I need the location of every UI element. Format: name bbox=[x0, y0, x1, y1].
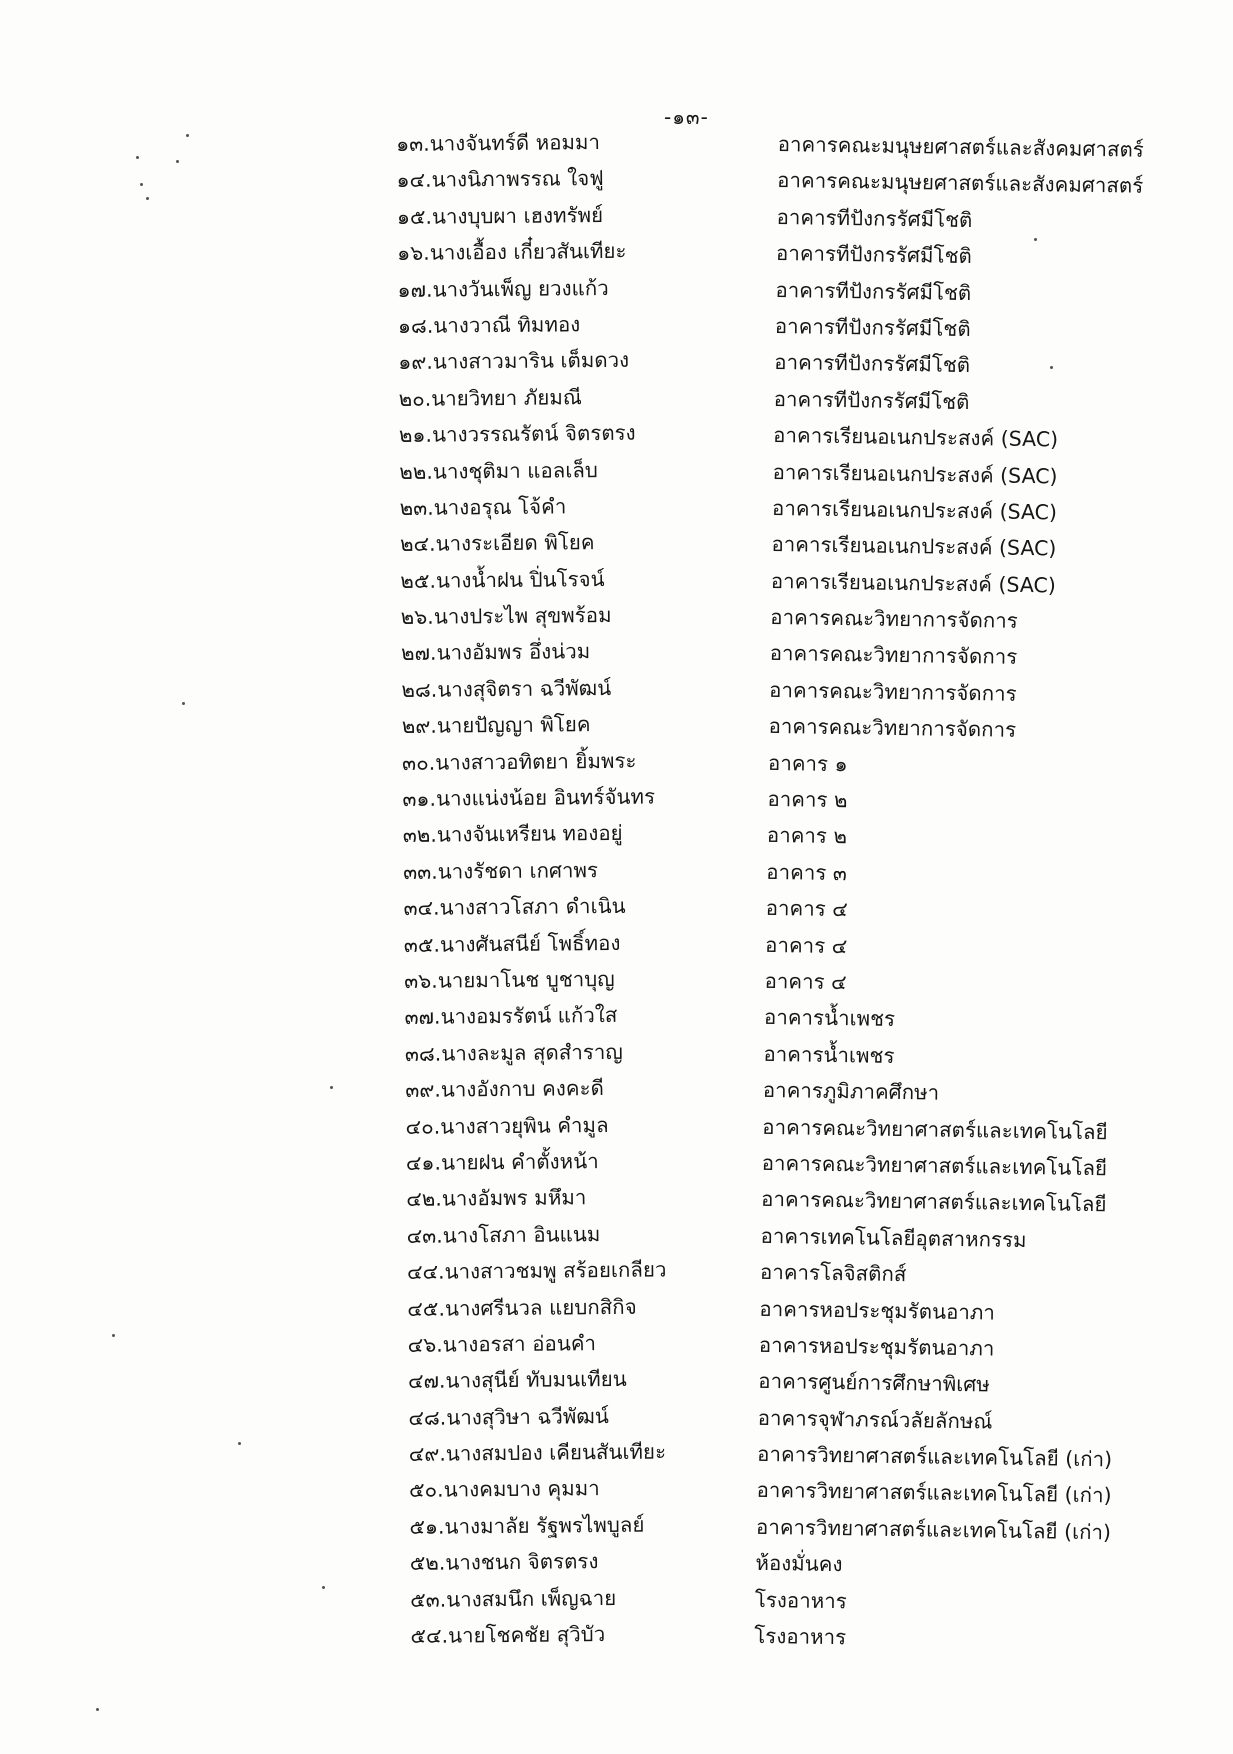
building-name: อาคารทีปังกรรัศมีโชติ bbox=[776, 204, 973, 232]
building-name: อาคารทีปังกรรัศมีโชติ bbox=[774, 313, 971, 342]
staff-name: ๒๙.นายปัญญา พิโยค bbox=[401, 712, 591, 739]
building-name: อาคารเรียนอเนกประสงค์ (SAC) bbox=[771, 495, 1058, 525]
building-name: อาคารวิทยาศาสตร์และเทคโนโลยี (เก่า) bbox=[756, 1478, 1112, 1508]
staff-name: ๔๑.นายฝน คำตั้งหน้า bbox=[405, 1149, 599, 1175]
scan-speck bbox=[140, 183, 143, 186]
scan-speck bbox=[186, 134, 189, 137]
building-name: อาคารเรียนอเนกประสงค์ (SAC) bbox=[772, 459, 1058, 488]
building-name: อาคารเรียนอเนกประสงค์ (SAC) bbox=[772, 423, 1059, 452]
building-name: อาคารวิทยาศาสตร์และเทคโนโลยี (เก่า) bbox=[756, 1441, 1113, 1472]
building-name: อาคาร ๓ bbox=[766, 859, 848, 885]
building-name: อาคารคณะวิทยาการจัดการ bbox=[768, 677, 1017, 706]
staff-name: ๒๒.นางชุติมา แอลเล็บ bbox=[399, 457, 598, 484]
building-name: อาคาร ๒ bbox=[766, 823, 848, 849]
building-name: อาคารคณะวิทยาศาสตร์และเทคโนโลยี bbox=[760, 1187, 1107, 1217]
scan-speck bbox=[176, 160, 179, 163]
building-name: อาคารทีปังกรรัศมีโชติ bbox=[775, 277, 972, 305]
building-name: อาคาร ๔ bbox=[764, 968, 847, 995]
building-name: อาคารคณะวิทยาการจัดการ bbox=[768, 714, 1017, 743]
staff-name: ๔๗.นางสุนีย์ ทับมนเทียน bbox=[407, 1367, 627, 1394]
staff-name-column bbox=[396, 123, 741, 1655]
staff-name: ๓๙.นางอังกาบ คงคะดี bbox=[405, 1076, 604, 1103]
staff-name: ๒๑.นางวรรณรัตน์ จิตรตรง bbox=[398, 420, 636, 448]
scan-speck bbox=[96, 1708, 99, 1711]
building-name: อาคารเรียนอเนกประสงค์ (SAC) bbox=[771, 532, 1057, 561]
building-name: อาคารคณะมนุษยศาสตร์และสังคมศาสตร์ bbox=[777, 131, 1144, 162]
building-name: อาคาร ๒ bbox=[767, 786, 848, 813]
staff-name: ๓๘.นางละมูล สุดสำราญ bbox=[404, 1039, 623, 1066]
staff-name: ๕๐.นางคมบาง คุมมา bbox=[408, 1476, 600, 1503]
staff-name: ๕๓.นางสมนึก เพ็ญฉาย bbox=[410, 1585, 617, 1612]
staff-name: ๔๓.นางโสภา อินแนม bbox=[406, 1221, 601, 1248]
building-name: อาคาร ๔ bbox=[764, 932, 848, 958]
building-column bbox=[754, 126, 1218, 1661]
page-number: -๑๓- bbox=[664, 105, 709, 129]
building-name: อาคารคณะมนุษยศาสตร์และสังคมศาสตร์ bbox=[776, 168, 1144, 199]
staff-name: ๕๔.นายโชคชัย สุวิบัว bbox=[410, 1622, 606, 1648]
staff-name: ๒๓.นางอรุณ โจ้คำ bbox=[399, 494, 567, 520]
staff-name: ๑๗.นางวันเพ็ญ ยวงแก้ว bbox=[397, 275, 609, 302]
building-name: อาคารเทคโนโลยีอุตสาหกรรม bbox=[760, 1223, 1027, 1252]
scan-speck bbox=[146, 197, 149, 200]
staff-name: ๒๔.นางระเอียด พิโยค bbox=[399, 530, 595, 557]
building-name: อาคารโลจิสติกส์ bbox=[759, 1259, 907, 1287]
building-name: อาคารทีปังกรรัศมีโชติ bbox=[773, 386, 970, 414]
staff-name: ๓๒.นางจันเหรียน ทองอยู่ bbox=[402, 821, 623, 848]
staff-name: ๔๒.นางอัมพร มหึมา bbox=[406, 1185, 587, 1212]
building-name: อาคารหอประชุมรัตนอาภา bbox=[758, 1332, 995, 1361]
staff-name: ๔๔.นางสาวชมพู สร้อยเกลียว bbox=[406, 1257, 667, 1285]
building-name: อาคาร ๑ bbox=[767, 750, 848, 776]
staff-name: ๓๗.นางอมรรัตน์ แก้วใส bbox=[404, 1003, 618, 1030]
staff-name: ๑๔.นางนิภาพรรณ ใจฟู bbox=[396, 166, 604, 193]
scan-speck bbox=[1050, 366, 1053, 369]
staff-name: ๔๖.นางอรสา อ่อนคำ bbox=[407, 1331, 597, 1357]
staff-name: ๓๕.นางศันสนีย์ โพธิ์ทอง bbox=[403, 930, 621, 957]
scan-speck bbox=[238, 1442, 241, 1445]
scan-speck bbox=[136, 156, 139, 159]
staff-name: ๔๐.นางสาวยุพิน คำมูล bbox=[405, 1112, 609, 1139]
staff-name: ๑๓.นางจันทร์ดี หอมมา bbox=[396, 130, 601, 156]
building-name: อาคาร ๔ bbox=[765, 896, 848, 922]
staff-name: ๔๙.นางสมปอง เคียนสันเทียะ bbox=[408, 1439, 667, 1467]
building-name: อาคารน้ำเพชร bbox=[763, 1041, 895, 1068]
building-name: อาคารทีปังกรรัศมีโชติ bbox=[774, 350, 971, 378]
building-name: อาคารคณะวิทยาศาสตร์และเทคโนโลยี bbox=[761, 1150, 1108, 1181]
scan-speck bbox=[322, 1586, 325, 1589]
building-name: อาคารหอประชุมรัตนอาภา bbox=[759, 1296, 996, 1325]
staff-name: ๓๔.นางสาวโสภา ดำเนิน bbox=[403, 894, 626, 921]
staff-name: ๑๖.นางเอื้อง เกี๋ยวสันเทียะ bbox=[397, 238, 627, 266]
staff-name: ๒๘.นางสุจิตรา ฉวีพัฒน์ bbox=[401, 675, 612, 702]
building-name: อาคารจุฬาภรณ์วลัยลักษณ์ bbox=[757, 1405, 993, 1434]
building-name: อาคารทีปังกรรัศมีโชติ bbox=[775, 241, 972, 269]
building-name: อาคารคณะวิทยาการจัดการ bbox=[770, 605, 1018, 633]
building-name: อาคารคณะวิทยาการจัดการ bbox=[769, 641, 1018, 670]
building-name: โรงอาหาร bbox=[754, 1623, 847, 1650]
staff-name: ๑๘.นางวาณี ทิมทอง bbox=[397, 312, 581, 338]
staff-name: ๔๘.นางสุวิษา ฉวีพัฒน์ bbox=[408, 1403, 609, 1430]
staff-name: ๓๐.นางสาวอทิตยา ยิ้มพระ bbox=[401, 748, 637, 775]
staff-name: ๑๙.นางสาวมาริน เต็มดวง bbox=[398, 348, 630, 375]
staff-name: ๕๑.นางมาลัย รัฐพรไพบูลย์ bbox=[409, 1512, 645, 1539]
building-name: อาคารวิทยาศาสตร์และเทคโนโลยี (เก่า) bbox=[755, 1514, 1112, 1545]
staff-name: ๒๐.นายวิทยา ภัยมณี bbox=[398, 384, 582, 411]
scan-speck bbox=[1034, 238, 1037, 241]
staff-name: ๕๒.นางชนก จิตรตรง bbox=[409, 1549, 599, 1576]
staff-name: ๒๕.นางน้ำฝน ปิ่นโรจน์ bbox=[400, 566, 605, 593]
building-name: อาคารน้ำเพชร bbox=[763, 1005, 896, 1032]
staff-name: ๓๖.นายมาโนช บูชาบุญ bbox=[404, 966, 615, 993]
building-name: ห้องมั่นคง bbox=[755, 1551, 843, 1577]
building-name: โรงอาหาร bbox=[754, 1587, 847, 1613]
scan-speck bbox=[182, 702, 185, 705]
scan-speck bbox=[112, 1334, 115, 1337]
building-name: อาคารคณะวิทยาศาสตร์และเทคโนโลยี bbox=[762, 1114, 1108, 1144]
staff-name: ๒๗.นางอัมพร อึ่งน่วม bbox=[400, 639, 591, 666]
building-name: อาคารเรียนอเนกประสงค์ (SAC) bbox=[770, 568, 1057, 598]
staff-name: ๓๓.นางรัชดา เกศาพร bbox=[403, 857, 599, 884]
building-name: อาคารภูมิภาคศึกษา bbox=[762, 1078, 940, 1105]
staff-name: ๒๖.นางประไพ สุขพร้อม bbox=[400, 603, 612, 630]
building-name: อาคารศูนย์การศึกษาพิเศษ bbox=[758, 1369, 990, 1397]
scan-speck bbox=[330, 1086, 333, 1089]
staff-name: ๔๕.นางศรีนวล แยบกสิกิจ bbox=[407, 1294, 637, 1321]
staff-name: ๓๑.นางแน่งน้อย อินทร์จันทร bbox=[402, 784, 656, 811]
staff-name: ๑๕.นางบุบผา เฮงทรัพย์ bbox=[396, 202, 604, 229]
